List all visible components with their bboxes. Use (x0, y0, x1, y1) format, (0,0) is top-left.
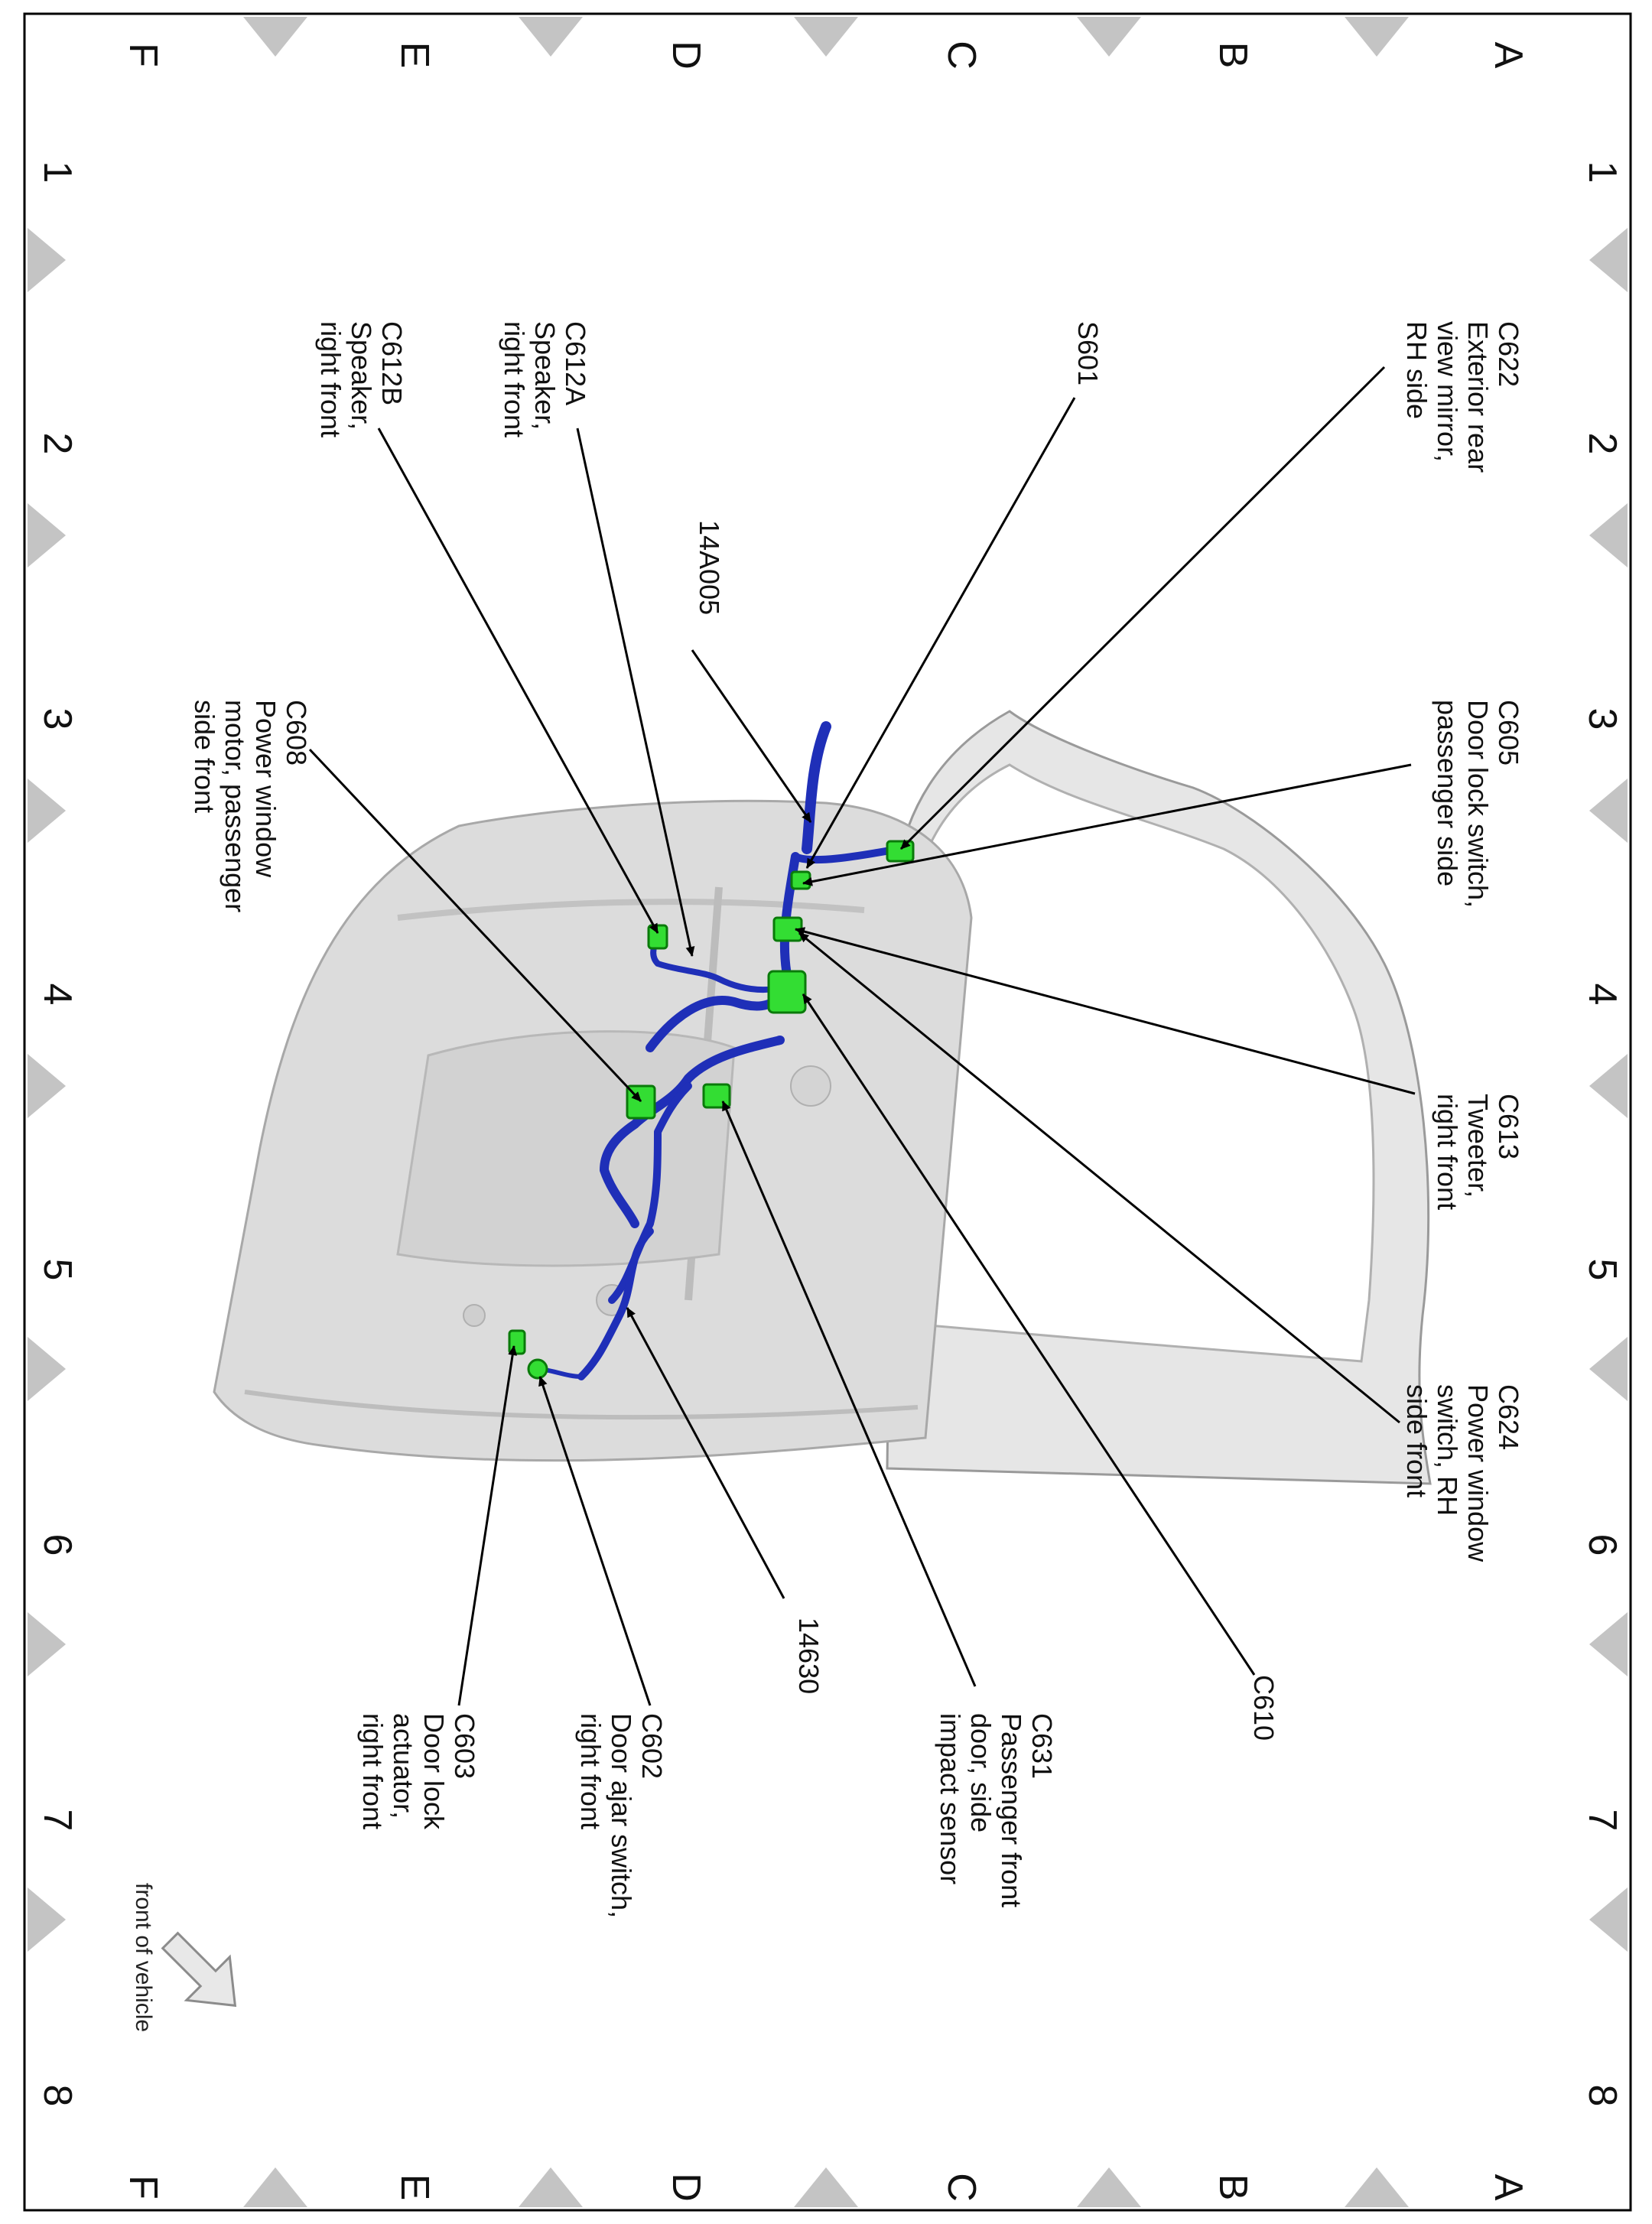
callout-line: 14A005 (694, 520, 725, 616)
grid-marker-triangle (28, 228, 66, 292)
callout-c603 (357, 1713, 480, 1830)
grid-marker-triangle (243, 2167, 307, 2207)
callout-line: passenger side (1432, 700, 1463, 887)
callout-line: Passenger front (996, 1713, 1027, 1908)
callout-line: right front (499, 321, 530, 438)
grid-marker-triangle (243, 17, 307, 57)
front-of-vehicle-indicator (131, 1883, 257, 2032)
callout-line: RH side (1401, 321, 1432, 420)
callout-line: C613 (1493, 1094, 1524, 1160)
callout-line: C603 (449, 1713, 480, 1780)
grid-row-label: E (392, 2174, 437, 2201)
grid-row-label: B (1211, 2174, 1255, 2201)
callout-line: right front (1432, 1094, 1463, 1211)
grid-row-label: D (664, 2173, 708, 2202)
front-of-vehicle-label: front of vehicle (131, 1883, 156, 2033)
grid-marker-triangle (28, 1054, 66, 1118)
grid-row-label: F (121, 2175, 165, 2200)
callout-line: Power window (250, 700, 281, 878)
callout-c612a (499, 321, 591, 437)
callout-line: Power window (1462, 1384, 1494, 1562)
grid-marker-triangle (1589, 228, 1628, 292)
grid-marker-triangle (1589, 1612, 1628, 1676)
grid-row-label: C (939, 2173, 984, 2202)
grid-marker-triangle (794, 2167, 858, 2207)
grid-col-label: 7 (1580, 1809, 1624, 1832)
callout-line: C612B (376, 321, 408, 406)
grid-row-label: B (1211, 41, 1255, 69)
connector-c612b (649, 925, 667, 948)
callout-c610 (1248, 1675, 1280, 1741)
connector-c622 (887, 841, 913, 861)
callout-line: motor, passenger (220, 700, 251, 913)
grid-row-label: A (1486, 2174, 1530, 2201)
grid-marker-triangle (28, 1612, 66, 1676)
callout-c613 (1432, 1094, 1524, 1210)
callout-line: Door lock switch, (1462, 700, 1494, 909)
grid-col-label: 4 (1580, 983, 1624, 1006)
grid-row-label: C (939, 41, 984, 70)
grid-col-label: 2 (35, 432, 80, 455)
connector-c631 (704, 1084, 730, 1107)
grid-marker-triangle (1589, 1337, 1628, 1401)
grid-col-label: 3 (1580, 707, 1624, 730)
grid-row-label: E (392, 41, 437, 69)
grid-col-label: 5 (35, 1258, 80, 1281)
callout-c624 (1401, 1384, 1524, 1562)
door-panel (214, 711, 1430, 1484)
callout-line: right front (315, 321, 346, 438)
callout-c605 (1432, 700, 1524, 908)
grid-marker-triangle (28, 503, 66, 567)
grid-col-label: 1 (35, 161, 80, 184)
callout-line: C612A (560, 321, 591, 406)
grid-marker-triangle (1345, 17, 1409, 57)
callout-line: right front (357, 1713, 389, 1830)
callout-line: Tweeter, (1462, 1094, 1494, 1198)
grid-col-label: 8 (35, 2084, 80, 2107)
grid-col-label: 8 (1580, 2084, 1624, 2107)
callout-line: C605 (1493, 700, 1524, 766)
callout-line: door, side (965, 1713, 997, 1833)
callout-line: switch, RH (1432, 1384, 1463, 1517)
callout-line: view mirror, (1432, 321, 1463, 463)
grid-marker-triangle (519, 17, 583, 57)
grid-col-label: 6 (1580, 1533, 1624, 1556)
callout-c608 (189, 700, 312, 912)
callout-p14630 (793, 1618, 824, 1694)
connector-c605 (792, 872, 810, 889)
connector-c610 (769, 971, 805, 1013)
grid-marker-triangle (519, 2167, 583, 2207)
callout-line: C602 (636, 1713, 668, 1780)
grid-col-label: 3 (35, 707, 80, 730)
grid-row-label: F (121, 43, 165, 67)
callout-line: 14630 (793, 1618, 824, 1695)
grid-marker-triangle (1077, 17, 1141, 57)
callout-line: C622 (1493, 321, 1524, 388)
callout-line: Speaker, (346, 321, 377, 431)
grid-marker-triangle (28, 1887, 66, 1952)
leader-line (692, 650, 811, 822)
connector-c603 (509, 1331, 525, 1354)
callout-line: right front (575, 1713, 606, 1830)
callout-line: C608 (281, 700, 312, 766)
grid-marker-triangle (1077, 2167, 1141, 2207)
callout-s601 (1072, 321, 1104, 385)
grid-marker-triangle (28, 779, 66, 843)
grid-marker-triangle (1589, 503, 1628, 567)
grid-col-label: 2 (1580, 432, 1624, 455)
callout-line: Door ajar switch, (606, 1713, 637, 1919)
callout-p14a005 (694, 520, 725, 615)
grid-marker-triangle (28, 1337, 66, 1401)
grid-marker-triangle (1589, 1887, 1628, 1952)
callout-line: Speaker, (529, 321, 561, 431)
callout-c631 (935, 1713, 1058, 1907)
callout-c602 (575, 1713, 668, 1918)
callout-c612b (315, 321, 408, 437)
callout-line: C631 (1026, 1713, 1058, 1780)
grid-col-label: 7 (35, 1809, 80, 1832)
grid-col-label: 6 (35, 1533, 80, 1556)
grid-row-label: A (1486, 41, 1530, 69)
grid-col-label: 5 (1580, 1258, 1624, 1281)
grid-marker-triangle (1345, 2167, 1409, 2207)
callout-line: C610 (1248, 1675, 1280, 1741)
callout-line: Exterior rear (1462, 321, 1494, 473)
callout-line: side front (189, 700, 220, 814)
grid-row-label: D (664, 41, 708, 70)
callout-line: S601 (1072, 321, 1104, 386)
callout-c622 (1401, 321, 1524, 473)
callout-line: C624 (1493, 1384, 1524, 1451)
callout-line: impact sensor (935, 1713, 966, 1885)
panel-hole (463, 1305, 485, 1326)
callout-line: actuator, (388, 1713, 419, 1819)
grid-col-label: 1 (1580, 161, 1624, 184)
panel-recess (398, 1032, 734, 1266)
callout-line: Door lock (418, 1713, 450, 1830)
connector-c602 (528, 1360, 547, 1378)
grid-marker-triangle (1589, 779, 1628, 843)
arrow-icon (148, 1919, 256, 2027)
panel-hole (791, 1066, 831, 1106)
callout-line: side front (1401, 1384, 1432, 1498)
grid-col-label: 4 (35, 983, 80, 1006)
grid-marker-triangle (794, 17, 858, 57)
grid-marker-triangle (1589, 1054, 1628, 1118)
